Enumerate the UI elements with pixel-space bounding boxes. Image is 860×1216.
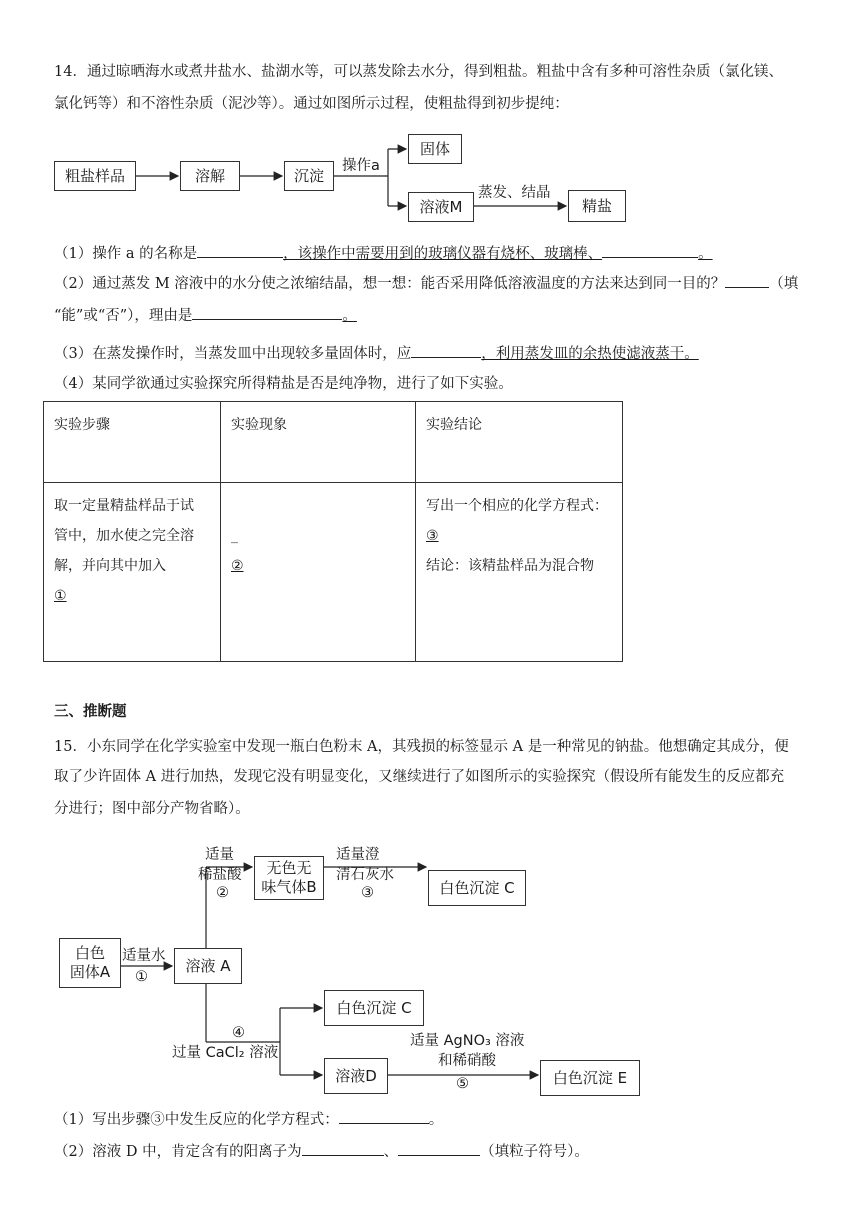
solution-d-box: 溶液D bbox=[324, 1058, 388, 1094]
conc-line: 写出一个相应的化学方程式： bbox=[426, 498, 608, 514]
white-solid-a-box bbox=[59, 938, 121, 988]
box-line: 味气体B bbox=[261, 878, 317, 896]
step-line: 解，并向其中加入 bbox=[54, 558, 166, 574]
blank-cation-2[interactable] bbox=[398, 1139, 480, 1156]
dissolve-box: 溶解 bbox=[180, 161, 240, 191]
phen-line: _ bbox=[231, 528, 238, 544]
blank-cation-1[interactable] bbox=[302, 1139, 384, 1156]
step-line: 取一定量精盐样品于试 bbox=[54, 498, 194, 514]
solution-a-box: 溶液 A bbox=[174, 948, 242, 984]
operation-a-label: 操作a bbox=[342, 158, 380, 174]
q14-sub3: （3）在蒸发操作时，当蒸发皿中出现较多量固体时，应 ，利用蒸发皿的余热使滤液蒸干。 bbox=[54, 340, 812, 368]
limewater-label-2: 清石灰水 bbox=[336, 867, 394, 883]
white-precipitate-c-top-box: 白色沉淀 C bbox=[428, 870, 526, 906]
q15-line2: 取了少许固体 A 进行加热，发现它没有明显变化，又继续进行了如图所示的实验探究（假设所有能发生的反应都充 bbox=[54, 769, 785, 785]
q14-intro-line2: 氯化钙等）和不溶性杂质（泥沙等）。通过如图所示过程，使粗盐得到初步提纯： bbox=[54, 96, 569, 112]
header-phenomena: 实验现象 bbox=[221, 402, 416, 483]
limewater-label-1: 适量澄 bbox=[336, 847, 380, 863]
conc-line: 结论：该精盐样品为混合物 bbox=[426, 558, 594, 574]
q15-line1: 15．小东同学在化学实验室中发现一瓶白色粉末 A，其残损的标签显示 A 是一种常见的钠盐。他想确定其成分，便 bbox=[54, 739, 789, 755]
white-precipitate-c-mid-box: 白色沉淀 C bbox=[324, 990, 424, 1026]
water-label: 适量水 bbox=[122, 948, 166, 964]
box-line: 白色 bbox=[74, 944, 105, 962]
hcl-label-1: 适量 bbox=[205, 847, 234, 863]
step-3-label: ③ bbox=[361, 885, 374, 901]
q14-sub2-line2: “能”或“否”），理由是 。 bbox=[54, 302, 812, 330]
blank-3[interactable]: ③ bbox=[426, 528, 439, 544]
q14-sub2-line1: （2）通过蒸发 M 溶液中的水分使之浓缩结晶，想一想：能否采用降低溶液温度的方法来达到同一目的？ （填 bbox=[54, 270, 812, 298]
step-5-label: ⑤ bbox=[456, 1076, 469, 1092]
agno3-label-2: 和稀硝酸 bbox=[438, 1053, 496, 1069]
q14-intro-line1: 14．通过晾晒海水或煮井盐水、盐湖水等，可以蒸发除去水分，得到粗盐。粗盐中含有多种可溶性杂质（氯化镁、 bbox=[54, 64, 783, 80]
blank-equation[interactable] bbox=[339, 1107, 429, 1124]
q15-sub2: （2）溶液 D 中，肯定含有的阳离子为 、 （填粒子符号）。 bbox=[54, 1138, 812, 1166]
header-conclusion: 实验结论 bbox=[416, 402, 623, 483]
q14-sub1: （1）操作 a 的名称是 ，该操作中需要用到的玻璃仪器有烧杯、玻璃棒、 。 bbox=[54, 240, 812, 268]
header-steps: 实验步骤 bbox=[44, 402, 221, 483]
blank-1[interactable]: ① bbox=[54, 588, 67, 604]
step-4-label: ④ bbox=[232, 1025, 245, 1041]
crude-salt-box: 粗盐样品 bbox=[54, 161, 136, 191]
evaporate-crystallize-label: 蒸发、结晶 bbox=[478, 185, 551, 201]
q15-sub1: （1）写出步骤③中发生反应的化学方程式： 。 bbox=[54, 1106, 812, 1134]
solution-m-box: 溶液M bbox=[408, 192, 474, 222]
agno3-label-1: 适量 AgNO₃ 溶液 bbox=[410, 1033, 525, 1049]
white-precipitate-e-box: 白色沉淀 E bbox=[540, 1060, 640, 1096]
q14-sub4: （4）某同学欲通过实验探究所得精盐是否是纯净物，进行了如下实验。 bbox=[54, 376, 513, 392]
hcl-label-2: 稀盐酸 bbox=[198, 867, 242, 883]
refined-salt-box: 精盐 bbox=[568, 190, 626, 222]
step-2-label: ② bbox=[216, 885, 229, 901]
gas-b-box bbox=[254, 856, 324, 900]
q15-line3: 分进行；图中部分产物省略）。 bbox=[54, 801, 250, 817]
solid-box: 固体 bbox=[408, 134, 462, 164]
box-line: 无色无 bbox=[266, 859, 312, 877]
section-heading: 三、推断题 bbox=[54, 704, 127, 720]
cacl2-label: 过量 CaCl₂ 溶液 bbox=[172, 1045, 279, 1061]
precipitate-box: 沉淀 bbox=[284, 161, 334, 191]
step-line: 管中，加水使之完全溶 bbox=[54, 528, 194, 544]
box-line: 固体A bbox=[69, 963, 111, 981]
blank-2[interactable]: ② bbox=[231, 558, 244, 574]
step-1-label: ① bbox=[135, 969, 148, 985]
